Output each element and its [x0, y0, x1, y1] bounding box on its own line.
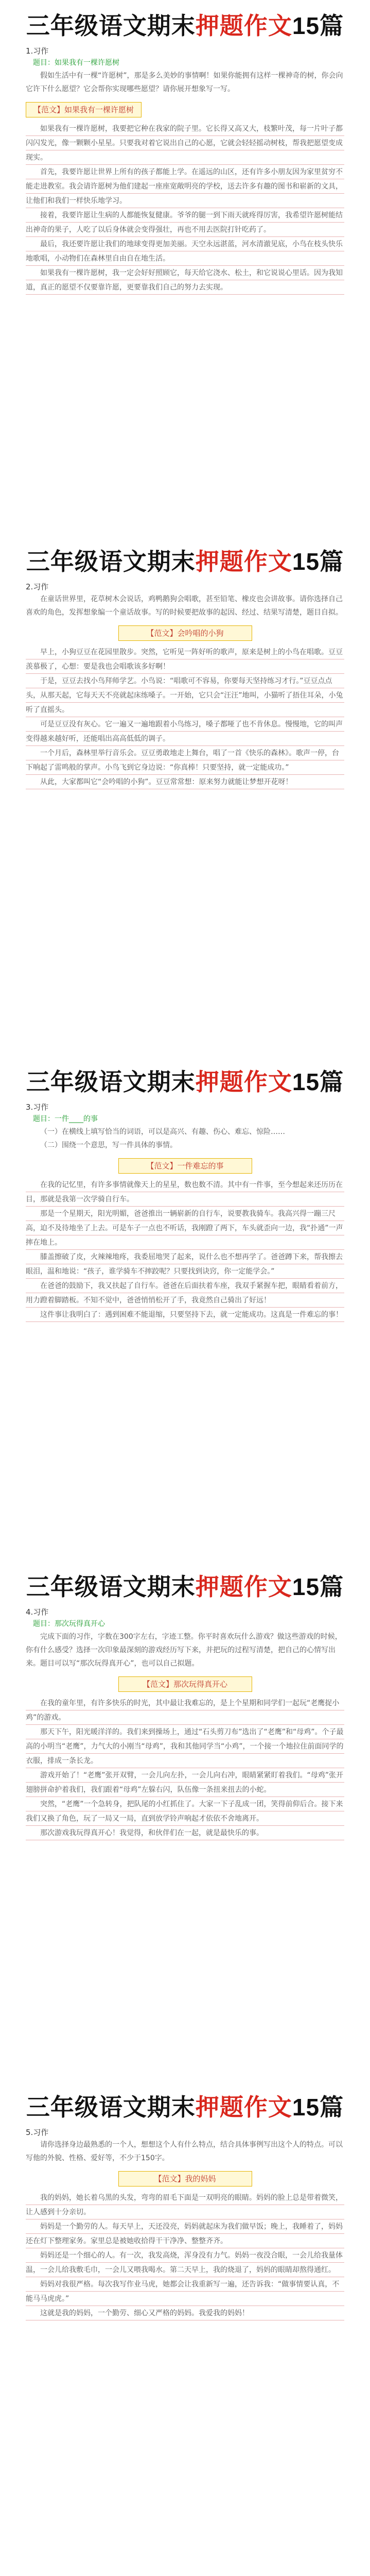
essay-paragraph: 一个月后，森林里举行音乐会。豆豆勇敢地走上舞台，唱了一首《快乐的森林》。歌声一停，台下响起了雷鸣般的掌声。小鸟飞到它身边说：“你真棒！只要坚持，就一定能成功。”	[26, 746, 344, 775]
section-title	[26, 546, 344, 577]
essay-paragraph: 如果我有一棵许愿树，我要把它种在我家的院子里。它长得又高又大，枝繁叶茂，每一片叶子都闪闪发光，像一颗颗小星星。只要我对着它说出自己的心愿，它就会轻轻摇动树枝，帮我把愿望变成现实。	[26, 122, 344, 165]
title-prefix: 三年级语文期末	[26, 1573, 196, 1601]
question-number: 2.习作	[26, 582, 49, 591]
topic-text: 一件____的事	[55, 1115, 98, 1123]
essay-paragraph: 于是，豆豆去找小鸟拜师学艺。小鸟说：“唱歌可不容易，你要每天坚持练习才行。”豆豆点点头，从那天起，它每天天不亮就起床练嗓子。一开始，它只会“汪汪”地叫，小猫听了捂住耳朵，小兔听了直摇头。	[26, 674, 344, 717]
essay-paragraph: 妈妈还是一个细心的人。有一次，我发高烧，浑身没有力气。妈妈一夜没合眼，一会儿给我量体温，一会儿给我敷毛巾，一会儿又喂我喝水。第二天早上，我的烧退了，妈妈的眼睛却熬得通红。	[26, 2248, 344, 2277]
essay-paragraph: 我的妈妈，她长着乌黑的头发，弯弯的眉毛下面是一双明亮的眼睛。妈妈的脸上总是带着微笑，让人感到十分亲切。	[26, 2191, 344, 2219]
title-prefix: 三年级语文期末	[26, 548, 196, 575]
topic-text: 那次玩得真开心	[55, 1620, 105, 1628]
essay-paragraph: 游戏开始了！“老鹰”张开双臂，一会儿向左扑，一会儿向右冲，眼睛紧紧盯着我们。“母鸡”张开翅膀拼命护着我们，我们跟着“母鸡”左躲右闪，队伍像一条扭来扭去的小蛇。	[26, 1768, 344, 1797]
title-prefix: 三年级语文期末	[26, 2093, 196, 2121]
question-number: 3.习作	[26, 1103, 49, 1112]
essay-paragraph: 那是一个星期天，阳光明媚，爸爸推出一辆崭新的自行车，说要教我骑车。我高兴得一蹦三尺高，迫不及待地坐了上去。可是车子一点也不听话，我刚蹬了两下，车头就歪向一边，我“扑通”一声摔在地上。	[26, 1207, 344, 1250]
essay-section	[0, 1066, 370, 1322]
essay-paragraph: 在我的记忆里，有许多事情就像天上的星星，数也数不清。其中有一件事，至今想起来还历历在目，那就是我第一次学骑自行车。	[26, 1178, 344, 1207]
question-number: 5.习作	[26, 2128, 49, 2137]
topic-text: 如果我有一棵许愿树	[55, 59, 119, 67]
essay-paragraph: 早上，小狗豆豆在花园里散步。突然，它听见一阵好听的歌声，原来是树上的小鸟在唱歌。豆豆羡慕极了，心想：要是我也会唱歌该多好啊！	[26, 645, 344, 674]
essay-title: 【范文】如果我有一棵许愿树	[26, 102, 142, 117]
title-count: 15	[292, 1069, 320, 1095]
question-number: 1.习作	[26, 46, 49, 56]
title-suffix: 篇	[320, 2093, 344, 2121]
title-highlight: 押题作文	[195, 1068, 292, 1096]
title-count: 15	[292, 2094, 320, 2121]
essay-paragraph: 如果我有一棵许愿树，我一定会好好照顾它，每天给它浇水、松土，和它说说心里话。因为我知道，真正的愿望不仅要靠许愿，更要靠我们自己的努力去实现。	[26, 266, 344, 295]
prompt-text: 请你选择身边最熟悉的一个人，想想这个人有什么特点，结合具体事例写出这个人的特点。可以写他的外貌、性格、爱好等，不少于150字。	[26, 2141, 343, 2162]
essay-title: 【范文】我的妈妈	[118, 2171, 252, 2187]
essay-paragraph: 这件事让我明白了：遇到困难不能退缩，只要坚持下去，就一定能成功。这真是一件难忘的事！	[26, 1308, 344, 1322]
essay-section	[0, 546, 370, 789]
title-highlight: 押题作文	[195, 12, 292, 40]
question-number: 4.习作	[26, 1607, 49, 1617]
topic-line	[26, 57, 344, 69]
title-suffix: 篇	[320, 1068, 344, 1096]
title-count: 15	[292, 548, 320, 575]
essay-title: 【范文】那次玩得真开心	[118, 1676, 252, 1692]
essay-paragraph: 最后，我还要许愿让我们的地球变得更加美丽。天空永远湛蓝，河水清澈见底，小鸟在枝头快乐地歌唱，小动物们在森林里自由自在地生活。	[26, 237, 344, 266]
topic-label: 题目：	[33, 59, 55, 67]
title-prefix: 三年级语文期末	[26, 12, 196, 40]
title-suffix: 篇	[320, 1573, 344, 1601]
essay-paragraph: 妈妈是一个勤劳的人。每天早上，天还没亮，妈妈就起床为我们做早饭；晚上，我睡着了，妈妈还在灯下整理家务。家里总是被她收拾得干干净净、整整齐齐。	[26, 2219, 344, 2248]
essay-paragraph: 接着，我要许愿让生病的人都能恢复健康。爷爷的腿一到下雨天就疼得厉害，我希望许愿树能结出神奇的果子，人吃了以后身体就会变得强壮，再也不用去医院打针吃药了。	[26, 208, 344, 237]
essay-paragraph: 在爸爸的鼓励下，我又扶起了自行车。爸爸在后面扶着车座，我双手紧握车把，眼睛看着前方，用力蹬着脚踏板。不知不觉中，爸爸悄悄松开了手，我竟然自己骑出了好远！	[26, 1279, 344, 1308]
title-count: 15	[292, 1573, 320, 1600]
title-prefix: 三年级语文期末	[26, 1068, 196, 1096]
essay-paragraph: 那天下午，阳光暖洋洋的。我们来到操场上，通过“石头剪刀布”选出了“老鹰”和“母鸡”。个子最高的小明当“老鹰”，力气大的小刚当“母鸡”，我和其他同学当“小鸡”，一个接一个地拉住前面同学的衣服，排成一条长龙。	[26, 1725, 344, 1768]
essay-paragraph: 那次游戏我玩得真开心！我觉得，和伙伴们在一起，就是最快乐的事。	[26, 1826, 344, 1840]
prompt-text: 假如生活中有一棵“许愿树”，那是多么美妙的事情啊！如果你能拥有这样一棵神奇的树，你会向它许下什么愿望？它会帮你实现哪些愿望？请你展开想象写一写。	[26, 72, 343, 93]
essay-paragraph: 在我的童年里，有许多快乐的时光，其中最让我难忘的，是上个星期和同学们一起玩“老鹰捉小鸡”的游戏。	[26, 1696, 344, 1725]
prompt-text: （二）围绕一个意思，写一件具体的事情。	[40, 1141, 177, 1149]
topic-label: 题目：	[33, 1115, 55, 1123]
title-highlight: 押题作文	[195, 1573, 292, 1601]
prompt-text: 完成下面的习作，字数在300字左右，字迹工整。你平时喜欢玩什么游戏？做这些游戏的时候，你有什么感受？选择一次印象最深刻的游戏经历写下来，并把玩的过程写清楚，把自己的心情写出来。题目可以写“那次玩得真开心”，也可以自己拟题。	[26, 1633, 342, 1668]
topic-line	[26, 1618, 344, 1630]
essay-paragraph: 首先，我要许愿让世界上所有的孩子都能上学。在遥远的山区，还有许多小朋友因为家里贫穷不能走进教室。我会请许愿树为他们建起一座座宽敞明亮的学校，送去许多有趣的图书和崭新的文具，让他们和我们一样快乐地学习。	[26, 165, 344, 208]
section-title	[26, 2092, 344, 2123]
section-title	[26, 1066, 344, 1097]
title-suffix: 篇	[320, 548, 344, 575]
essay-paragraph: 突然，“老鹰”一个急转身，把队尾的小红抓住了。大家一下子乱成一团，笑得前仰后合。接下来我们又换了角色，玩了一局又一局，直到放学铃声响起才依依不舍地离开。	[26, 1797, 344, 1826]
title-highlight: 押题作文	[195, 2093, 292, 2121]
essay-title: 【范文】一件难忘的事	[118, 1158, 252, 1174]
essay-title: 【范文】会吟唱的小狗	[118, 625, 252, 641]
essay-paragraph: 可是豆豆没有灰心。它一遍又一遍地跟着小鸟练习，嗓子都哑了也不肯休息。慢慢地，它的叫声变得越来越好听，还能唱出高高低低的调子。	[26, 717, 344, 746]
essay-paragraph: 从此，大家都叫它“会吟唱的小狗”。豆豆常常想：原来努力就能让梦想开花呀！	[26, 775, 344, 789]
prompt-text: （一）在横线上填写恰当的词语，可以是高兴、有趣、伤心、难忘、惊险……	[40, 1128, 285, 1136]
essay-paragraph: 妈妈对我很严格。每次我写作业马虎，她都会让我重新写一遍，还告诉我：“做事情要认真，不能马马虎虎。”	[26, 2277, 344, 2306]
title-suffix: 篇	[320, 12, 344, 40]
topic-label: 题目：	[33, 1620, 55, 1628]
essay-section	[0, 2092, 370, 2320]
topic-line	[26, 1113, 344, 1125]
section-title	[26, 1571, 344, 1602]
essay-section	[0, 1571, 370, 1840]
essay-paragraph: 这就是我的妈妈，一个勤劳、细心又严格的妈妈。我爱我的妈妈！	[26, 2306, 344, 2320]
prompt-text: 在童话世界里，花草树木会说话，鸡鸭鹅狗会唱歌，甚至铅笔、橡皮也会讲故事。请你选择自己喜欢的角色，发挥想象编一个童话故事。写的时候要把故事的起因、经过、结果写清楚，题目自拟。	[26, 595, 343, 617]
title-count: 15	[292, 12, 320, 39]
essay-section	[0, 10, 370, 295]
title-highlight: 押题作文	[195, 548, 292, 575]
section-title	[26, 10, 344, 41]
essay-paragraph: 膝盖擦破了皮，火辣辣地疼，我委屈地哭了起来，说什么也不想再学了。爸爸蹲下来，帮我擦去眼泪，温和地说：“孩子，谁学骑车不摔跤呢？只要找到诀窍，你一定能学会。”	[26, 1250, 344, 1279]
